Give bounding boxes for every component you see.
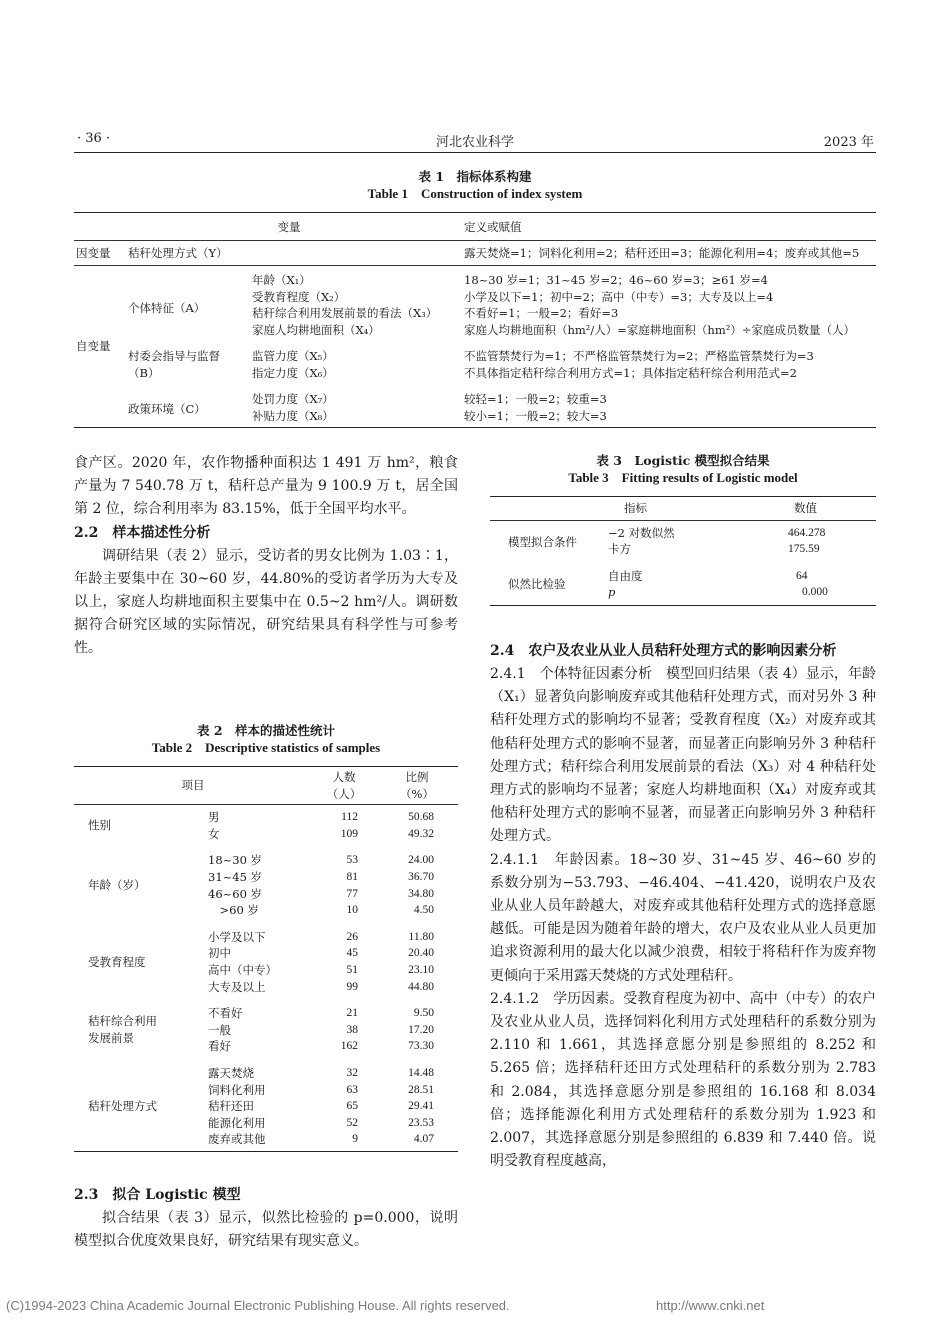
table2-row-count: 81 [346,870,358,883]
table2-row-count: 99 [346,980,358,993]
table3-row-label: −2 对数似然 [608,525,675,540]
table2-row-label: 能源化利用 [208,1115,266,1130]
def-x5: 不监管禁焚行为=1；不严格监管禁焚行为=2；严格监管禁焚行为=3 [464,349,814,363]
paragraph-2-3: 拟合结果（表 3）显示，似然比检验的 p=0.000，说明模型拟合优度效果良好，研究结果有现实意义。 [74,1210,458,1250]
table2 [74,766,458,1152]
var-x7: 处罚力度（X₇） [252,392,334,406]
def-x3: 不看好=1；一般=2；看好=3 [464,306,619,320]
table2-row-label: 46~60 岁 [208,886,263,901]
table2-row-ratio: 4.50 [413,904,434,917]
table3-row-label: 自由度 [608,568,643,583]
table2-row-label: 看好 [208,1039,231,1054]
table2-row-ratio: 24.00 [408,854,434,867]
table3-row-value: 175.59 [788,543,820,555]
table2-head-ratio-l1: 比例 [405,770,429,784]
table2-row-count: 10 [346,904,358,917]
table2-row-label: 18~30 岁 [208,853,263,868]
table2-row-ratio: 34.80 [408,887,434,900]
table2-row-label: 不看好 [208,1006,243,1021]
table2-row-count: 32 [346,1066,358,1079]
table3-row-value: 0.000 [802,586,828,598]
table2-row-label: 女 [208,826,220,841]
table2-row-ratio: 9.50 [413,1007,434,1020]
dep-var-def: 露天焚烧=1；饲料化利用=2；秸秆还田=3；能源化利用=4；废弃或其他=5 [464,245,860,260]
table2-row-label: 一般 [208,1022,231,1037]
table2-row-label: 初中 [208,946,231,961]
table2-row-ratio: 17.20 [408,1023,434,1036]
table1-head-var: 变量 [277,220,301,234]
table2-row-count: 45 [346,947,358,960]
table2-head-ratio-l2: （%） [400,786,434,801]
table2-row-label: 高中（中专） [208,962,277,977]
table2-group-gender: 性别 [88,818,111,833]
table2-row-ratio: 29.41 [408,1100,434,1113]
section-2-4-heading: 2.4 农户及农业从业人员秸秆处理方式的影响因素分析 [490,643,837,659]
table3-caption-cn: 表 3 Logistic 模型拟合结果 [596,453,770,468]
table2-row-count: 109 [340,827,358,840]
table2-group-outlook-l2: 发展前景 [88,1031,134,1046]
table2-row-count: 26 [346,930,358,943]
table2-row-ratio: 23.10 [408,963,434,976]
journal-year: 2023 年 [823,135,874,150]
table2-row-count: 63 [346,1083,358,1096]
table1-caption-en: Table 1 Construction of index system [367,186,583,201]
var-x3: 秸秆综合利用发展前景的看法（X₃） [252,306,438,320]
var-x2: 受教育程度（X₂） [252,289,346,304]
table2-head-item: 项目 [181,778,205,793]
def-x4: 家庭人均耕地面积（hm²/人）=家庭耕地面积（hm²）÷家庭成员数量（人） [464,322,855,337]
table2-caption-cn: 表 2 样本的描述性统计 [196,723,336,738]
table2-row-count: 77 [346,887,358,900]
table2-row-ratio: 11.80 [408,930,434,943]
table2-row-label: 饲料化利用 [208,1082,266,1097]
table1-head-def: 定义或赋值 [464,220,522,234]
paragraph-intro: 食产区。2020 年，农作物播种面积达 1 491 万 hm²，粮食产量为 7 540.78 万 t，秸秆总产量为 9 100.9 万 t，居全国第 2 位，综合利用率为 83.15%，低于全国平均水平。 [74,455,458,518]
indep-var-group: 自变量 [76,339,111,354]
table2-row-ratio: 20.40 [408,947,434,960]
table3-row-label: 卡方 [608,542,631,556]
table2-row-ratio: 23.53 [408,1116,434,1129]
table2-row-count: 65 [346,1100,358,1113]
dep-var-name: 秸秆处理方式（Y） [128,245,228,260]
table2-row-ratio: 73.30 [408,1040,434,1053]
table2-row-count: 21 [346,1007,358,1020]
def-x7: 较轻=1；一般=2；较重=3 [464,392,607,406]
section-2-2-heading: 2.2 样本描述性分析 [74,524,211,541]
table2-row-count: 112 [341,811,358,824]
header-rule [74,152,876,153]
table1 [74,212,876,428]
table2-row-ratio: 49.32 [408,827,434,840]
table2-row-count: 53 [346,854,358,867]
table1-caption [74,168,876,202]
table3-head-value: 数值 [794,501,817,515]
table2-row-count: 51 [346,963,358,976]
table2-row-ratio: 28.51 [408,1083,434,1096]
var-x8: 补贴力度（X₈） [252,408,334,423]
page-number: · 36 · [77,131,111,146]
paragraph-2-4-1: 2.4.1 个体特征因素分析 模型回归结果（表 4）显示，年龄（X₁）显著负向影响废弃或其他秸秆处理方式，而对另外 3 种秸秆处理方式的影响均不显著；受教育程度（X₂）对废弃或其他秸秆处理方式的影响不显著，而显著正向影响另外 3 种秸秆处理方式；秸秆综合利用发展前景的看法（X₃）对 4 种秸秆处理方式的影响均不显著；家庭人均耕地面积（X₄）对废弃或其他秸秆处理方式的影响不显著，而显著正向影响另外 3 种秸秆处理方式。 [490,666,876,845]
right-text [490,640,876,1173]
table2-caption-en: Table 2 Descriptive statistics of samples [151,740,381,755]
cnki-url[interactable]: http://www.cnki.net [656,1298,765,1313]
table2-row-count: 9 [352,1133,358,1146]
table2-row-ratio: 14.48 [408,1066,434,1079]
table1-caption-cn: 表 1 指标体系构建 [418,169,532,184]
table2-row-ratio: 44.80 [408,980,434,993]
table2-group-age: 年龄（岁） [88,878,146,893]
var-x5: 监管力度（X₅） [252,349,334,363]
paragraph-2-4-1-1: 2.4.1.1 年龄因素。18~30 岁、31~45 岁、46~60 岁的系数分别为−53.793、−46.404、−41.420，说明农户及农业从业人员年龄越大，对废弃或其他秸秆处理方式的选择意愿越低。可能是因为随着年龄的增大，农户及农业从业人员更加追求资源利用的最大化以减少浪费，相较于将秸秆作为废弃物更倾向于采用露天焚烧的方式处理秸秆。 [490,851,876,984]
group-b-name [128,344,252,387]
table3-head-index: 指标 [624,501,647,515]
table2-row-count: 162 [340,1040,358,1053]
table2-row-label: 废弃或其他 [208,1132,266,1147]
group-b-name-l2: （B） [128,365,160,380]
section-2-3-heading: 2.3 拟合 Logistic 模型 [74,1187,241,1203]
table3-group-lr: 似然比检验 [508,576,566,591]
paragraph-2-4-1-2: 2.4.1.2 学历因素。受教育程度为初中、高中（中专）的农户及农业从业人员，选择饲料化利用方式处理秸秆的系数分别为 2.110 和 1.661，其选择意愿分别是参照组的 8.252 和 5.265 倍；选择秸秆还田方式处理秸秆的系数分别为 2.783 和 2.084，其选择意愿分别是参照组的 16.168 和 8.034 倍；选择能源化利用方式处理秸秆的系数分别为 1.923 和 2.007，其选择意愿分别是参照组的 6.839 和 7.440 倍。说明受教育程度越高， [490,990,876,1170]
def-x8: 较小=1；一般=2；较大=3 [464,408,607,423]
copyright-notice: (C)1994-2023 China Academic Journal Electronic Publishing House. All rights reserved. [6,1298,510,1313]
table3-caption-en: Table 3 Fitting results of Logistic model [568,470,798,485]
table2-group-outlook-l1: 秸秆综合利用 [88,1014,157,1029]
left-text-bottom [74,1184,458,1253]
table2-row-count: 52 [346,1116,358,1129]
var-x6: 指定力度（X₆） [252,365,334,380]
table2-row-label: >60 岁 [208,903,259,918]
table2-group-outlook [74,1001,208,1061]
dep-var-group: 因变量 [76,245,111,260]
table3-row-label: p [608,585,616,599]
table2-row-label: 男 [208,810,220,825]
left-text-top [74,452,458,661]
table2-row-label: 31~45 岁 [208,869,263,884]
paragraph-2-2: 调研结果（表 2）显示，受访者的男女比例为 1.03∶1，年龄主要集中在 30~60 岁，44.80%的受访者学历为大专及以上，家庭人均耕地面积主要集中在 0.5~2 hm²/人。调研数据符合研究区域的实际情况，研究结果具有科学性与可参考性。 [74,547,458,657]
table3 [490,496,876,606]
table3-row-value: 64 [796,569,808,582]
table2-row-ratio: 36.70 [408,870,434,883]
table2-group-disposal: 秸秆处理方式 [88,1098,157,1113]
journal-name: 河北农业科学 [435,135,514,150]
table2-head-count-l2: （人） [326,786,362,801]
table2-row-label: 秸秆还田 [208,1099,254,1114]
table2-row-label: 大专及以上 [208,979,266,994]
var-x1: 年龄（X₁） [252,273,311,287]
def-x6: 不具体指定秸秆综合利用方式=1；具体指定秸秆综合利用范式=2 [464,365,797,380]
table2-group-education: 受教育程度 [88,954,146,969]
table2-row-label: 露天焚烧 [208,1065,254,1080]
def-x1: 18~30 岁=1；31~45 岁=2；46~60 岁=3；≥61 岁=4 [464,273,768,287]
def-x2: 小学及以下=1；初中=2；高中（中专）=3；大专及以上=4 [464,289,774,304]
table3-caption [490,452,876,486]
table2-row-ratio: 4.07 [413,1133,434,1146]
group-b-name-l1: 村委会指导与监督 [128,349,220,363]
table2-row-count: 38 [346,1023,358,1036]
table3-group-fit: 模型拟合条件 [508,534,577,549]
table2-head-ratio [376,767,458,805]
group-a-name: 个体特征（A） [128,300,206,315]
table2-row-ratio: 50.68 [408,811,434,824]
var-x4: 家庭人均耕地面积（X₄） [252,322,380,337]
table2-row-label: 小学及以下 [208,929,266,944]
table2-caption [74,722,458,756]
table2-head-count [312,767,376,805]
table3-row-value: 464.278 [788,526,826,539]
table2-head-count-l1: 人数 [332,770,356,784]
group-c-name: 政策环境（C） [128,401,206,416]
